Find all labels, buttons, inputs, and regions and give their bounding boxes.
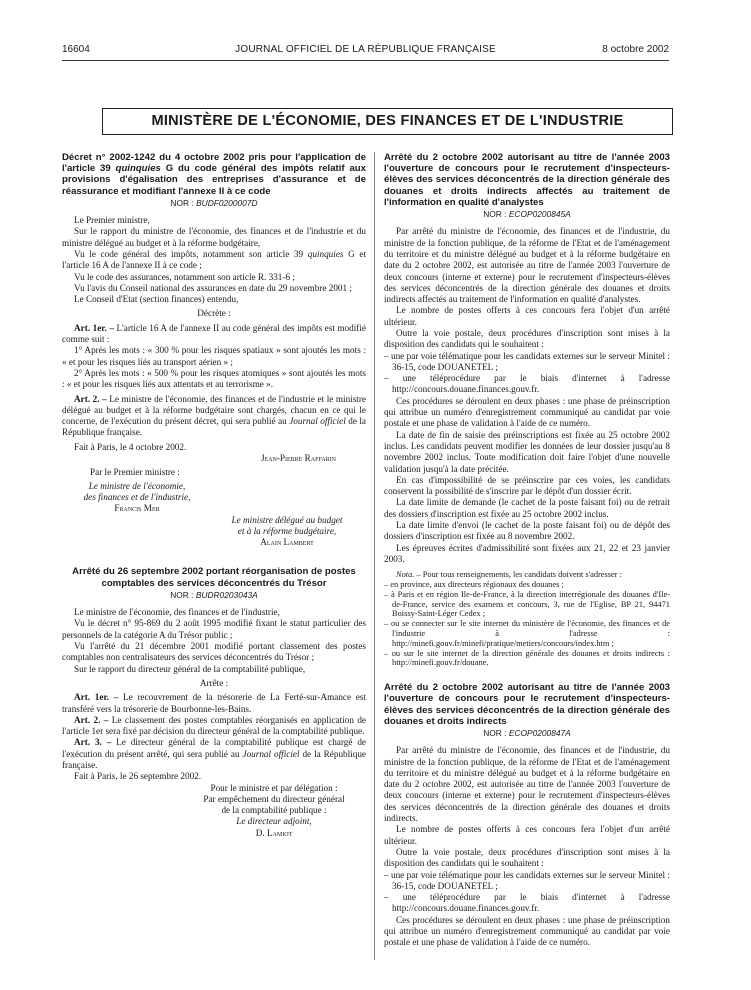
paragraph: Ces procédures se déroulent en deux phases : une phase de préinscription qui attribue un numéro d'enregistrement communiqué au candidat par voie postale et une phase de validation à l'aide de ce numéro. (384, 395, 670, 429)
paragraph: Vu le code général des impôts, notamment son article 39 quinquies G et l'article 16 A de l'annexe II à ce code ; (62, 249, 367, 271)
article-1: Art. 1er. – Le recouvrement de la trésorerie de La Ferté-sur-Amance est transféré vers la trésorerie de Bourbonne-les-Bains. (62, 692, 366, 714)
nor-reference: NOR : ECOP0200845A (483, 209, 571, 220)
list-item: – une par voie télématique pour les candidats externes sur le serveur Minitel : 36-15, code DOUANETEL ; (384, 350, 670, 372)
signature-block-eco: Le ministre de l'économie, des finances et de l'industrie, Francis Mer (83, 480, 191, 514)
nor-reference: NOR : BUDF0200007D (170, 197, 258, 208)
paragraph: Le Conseil d'Etat (section finances) entendu, (74, 294, 239, 305)
paragraph: Sur le rapport du directeur général de la comptabilité publique, (74, 663, 306, 674)
list-item: – une téléprocédure par le biais d'internet à l'adresse http://concours.douane.finances.gouv.fr. (384, 892, 670, 914)
arrete-tresor-section (62, 566, 366, 839)
journal-title: JOURNAL OFFICIEL DE LA RÉPUBLIQUE FRANÇAISE (235, 44, 496, 55)
paragraph: 1° Après les mots : « 300 % pour les risques spatiaux » sont ajoutés les mots : « et pour les risques liés au transport aérien » ; (62, 345, 366, 367)
paragraph: En cas d'impossibilité de se préinscrire par ces voies, les candidats conservent la possibilité de s'inscrire par le dépôt d'un dossier écrit. (384, 474, 670, 497)
paragraph: 2° Après les mots : « 500 % pour les risques atomiques » sont ajoutés les mots : « et pour les risques liés aux attentats et au terrorisme ». (62, 367, 366, 390)
article-2: Art. 2. – Le classement des postes comptables réorganisés en application de l'article 1er sera fixé par décision du directeur général de la comptabilité publique. (62, 714, 366, 737)
fait-line: Fait à Paris, le 4 octobre 2002. (74, 441, 187, 452)
paragraph: Vu le code des assurances, notamment son article R. 331-6 ; (74, 271, 295, 282)
header-rule (62, 60, 669, 61)
paragraph: Vu l'arrêté du 21 décembre 2001 modifié portant classement des postes comptables non centralisateurs des services déconcentrés du Trésor ; (62, 641, 366, 663)
signature-block-budget: Le ministre délégué au budget et à la réforme budgétaire, Alain Lambert (231, 514, 343, 548)
paragraph: Par arrêté du ministre de l'économie, des finances et de l'industrie, du ministre de la fonction publique, de la réforme de l'Etat et de l'aménagement du territoire et du ministre délégué au budget et à la réforme budgétaire en date du 2 octobre 2002, est autorisée au titre de l'année 2003 l'ouverture de deux concours (interne et externe) pour le recrutement d'inspecteurs-élèves des services déconcentrés de la direction générale des douanes et droits indirects. (384, 745, 670, 824)
paragraph: Le nombre de postes offerts à ces concours fera l'objet d'un arrêté ultérieur. (384, 305, 670, 327)
list-item: – une téléprocédure par le biais d'internet à l'adresse http://concours.douane.finances.gouv.fr. (384, 373, 670, 395)
nor-reference: NOR : ECOP0200847A (483, 728, 571, 738)
decret-title: Décret n° 2002-1242 du 4 octobre 2002 pris pour l'application de l'article 39 quinquies G du code général des impôts relatif aux provisions d'égalisation des entreprises d'assurance et de réassurance et modifiant l'annexe II à ce code (62, 152, 366, 197)
paragraph: La date limite d'envoi (le cachet de la poste faisant foi) ou de dépôt des dossiers d'inscription est fixée au 8 novembre 2002. (384, 520, 670, 542)
decret-section (62, 152, 366, 548)
list-item: – en province, aux directeurs régionaux des douanes ; (384, 580, 564, 590)
paragraph: La date de fin de saisie des préinscriptions est fixée au 25 octobre 2002 inclus. Les candidats peuvent modifier les données de leur dossier jusqu'au 8 novembre 2002 inclus. Toute modification doit faire l'objet d'une nouvelle validation jusqu'à la date précitée. (384, 429, 670, 474)
paragraph: Le ministre de l'économie, des finances et de l'industrie, (74, 607, 280, 618)
paragraph: Vu le décret n° 95-869 du 2 août 1995 modifié fixant le statut particulier des personnels de la catégorie A du Trésor public ; (62, 618, 366, 640)
paragraph: Le Premier ministre, (74, 215, 150, 226)
signer-name: Jean-Pierre Raffarin (260, 453, 336, 464)
paragraph: Le nombre de postes offerts à ces concours fera l'objet d'un arrêté ultérieur. (384, 824, 670, 846)
paragraph: Sur le rapport du ministre de l'économie, des finances et de l'industrie et du ministre délégué au budget et à la réforme budgétaire, (62, 226, 366, 248)
column-divider (374, 152, 375, 960)
decrete-heading: Décrète : (197, 308, 231, 319)
inscription-list (384, 870, 670, 915)
arrete-inspecteurs-title: Arrêté du 2 octobre 2002 autorisant au titre de l'année 2003 l'ouverture de concours pour le recrutement d'inspecteurs-élèves des services déconcentrés de la direction générale des douanes et droits indirects (384, 682, 670, 727)
paragraph: Outre la voie postale, deux procédures d'inscription sont mises à la disposition des candidats qui le souhaitent : (384, 327, 670, 350)
list-item: – ou se connecter sur le site internet du ministère de l'économie, des finances et de l'industrie à l'adresse : http://minefi.gouv.fr/minefi/pratique/metiers/concours/index.htm ; (384, 619, 670, 648)
paragraph: Outre la voie postale, deux procédures d'inscription sont mises à la disposition des candidats qui le souhaitent : (384, 846, 670, 869)
arrete-inspecteurs-section (384, 682, 670, 948)
par-premier-ministre: Par le Premier ministre : (90, 467, 180, 478)
left-column (62, 152, 366, 839)
page-number: 16604 (62, 44, 90, 55)
right-column (384, 152, 670, 949)
paragraph: Vu l'avis du Conseil national des assurances en date du 29 novembre 2001 ; (74, 282, 352, 293)
fait-line: Fait à Paris, le 26 septembre 2002. (74, 771, 202, 782)
ministry-banner: MINISTÈRE DE L'ÉCONOMIE, DES FINANCES ET DE L'INDUSTRIE (102, 108, 673, 135)
arrete-analystes-section (384, 152, 670, 668)
signature-block: Pour le ministre et par délégation : Par empêchement du directeur général de la comptabilité publique : Le directeur adjoint, D. Lamiot (203, 782, 345, 838)
issue-date: 8 octobre 2002 (602, 44, 669, 55)
list-item: – ou sur le site internet de la direction générale des douanes et droits indirects : http://minefi.gouv.fr/douane. (384, 648, 670, 668)
arrete-heading: Arrête : (199, 677, 229, 688)
list-item: – à Paris et en région Ile-de-France, à la direction interrégionale des douanes d'Ile-de-France, service des examens et concours, 3, rue de l'Eglise, BP 21, 94471 Boissy-Saint-Léger Cedex ; (384, 589, 670, 619)
paragraph: Les épreuves écrites d'admissibilité sont fixées aux 21, 22 et 23 janvier 2003. (384, 542, 670, 564)
paragraph: Par arrêté du ministre de l'économie, des finances et de l'industrie, du ministre de la fonction publique, de la réforme de l'Etat et de l'aménagement du territoire et du ministre délégué au budget et à la réforme budgétaire en date du 2 octobre 2002, est autorisée au titre de l'année 2003 l'ouverture de deux concours (interne et externe) pour le recrutement d'inspecteurs-élèves des services déconcentrés de la direction générale des douanes et droits indirects affectés au traitement de l'information en qualité d'analystes. (384, 226, 670, 305)
inscription-list (384, 351, 670, 396)
nota-intro: Nota. – Pour tous renseignements, les candidats doivent s'adresser : (396, 570, 622, 580)
paragraph: La date limite de demande (le cachet de la poste faisant foi) ou de retrait des dossiers d'inscription est fixée au 25 octobre 2002 inclus. (384, 497, 670, 519)
nota-block (384, 570, 670, 668)
arrete-analystes-title: Arrêté du 2 octobre 2002 autorisant au titre de l'année 2003 l'ouverture de concours pour le recrutement d'inspecteurs-élèves des services déconcentrés de la direction générale des douanes et droits indirects affectés au traitement de l'information en qualité d'analystes (384, 152, 670, 208)
page-header (62, 40, 669, 56)
article-2: Art. 2. – Le ministre de l'économie, des finances et de l'industrie et le ministre délégué au budget et à la réforme budgétaire sont chargés, chacun en ce qui le concerne, de l'exécution du présent décret, qui sera publié au Journal officiel de la République française. (62, 393, 366, 438)
article-3: Art. 3. – Le directeur général de la comptabilité publique est chargé de l'exécution du présent arrêté, qui sera publié au Journal officiel de la République française. (62, 737, 366, 770)
nor-reference: NOR : BUDR0203043A (170, 589, 258, 600)
arrete-tresor-title: Arrêté du 26 septembre 2002 portant réorganisation de postes comptables des services déconcentrés du Trésor (72, 566, 356, 589)
list-item: – une par voie télématique pour les candidats externes sur le serveur Minitel : 36-15, code DOUANETEL ; (384, 869, 670, 891)
article-1: Art. 1er. – L'article 16 A de l'annexe II au code général des impôts est modifié comme suit : (62, 322, 366, 345)
nota-list (384, 580, 670, 668)
paragraph: Ces procédures se déroulent en deux phases : une phase de préinscription qui attribue un numéro d'enregistrement communiqué au candidat par voie postale et une phase de validation à l'aide de ce numéro. (384, 914, 670, 948)
